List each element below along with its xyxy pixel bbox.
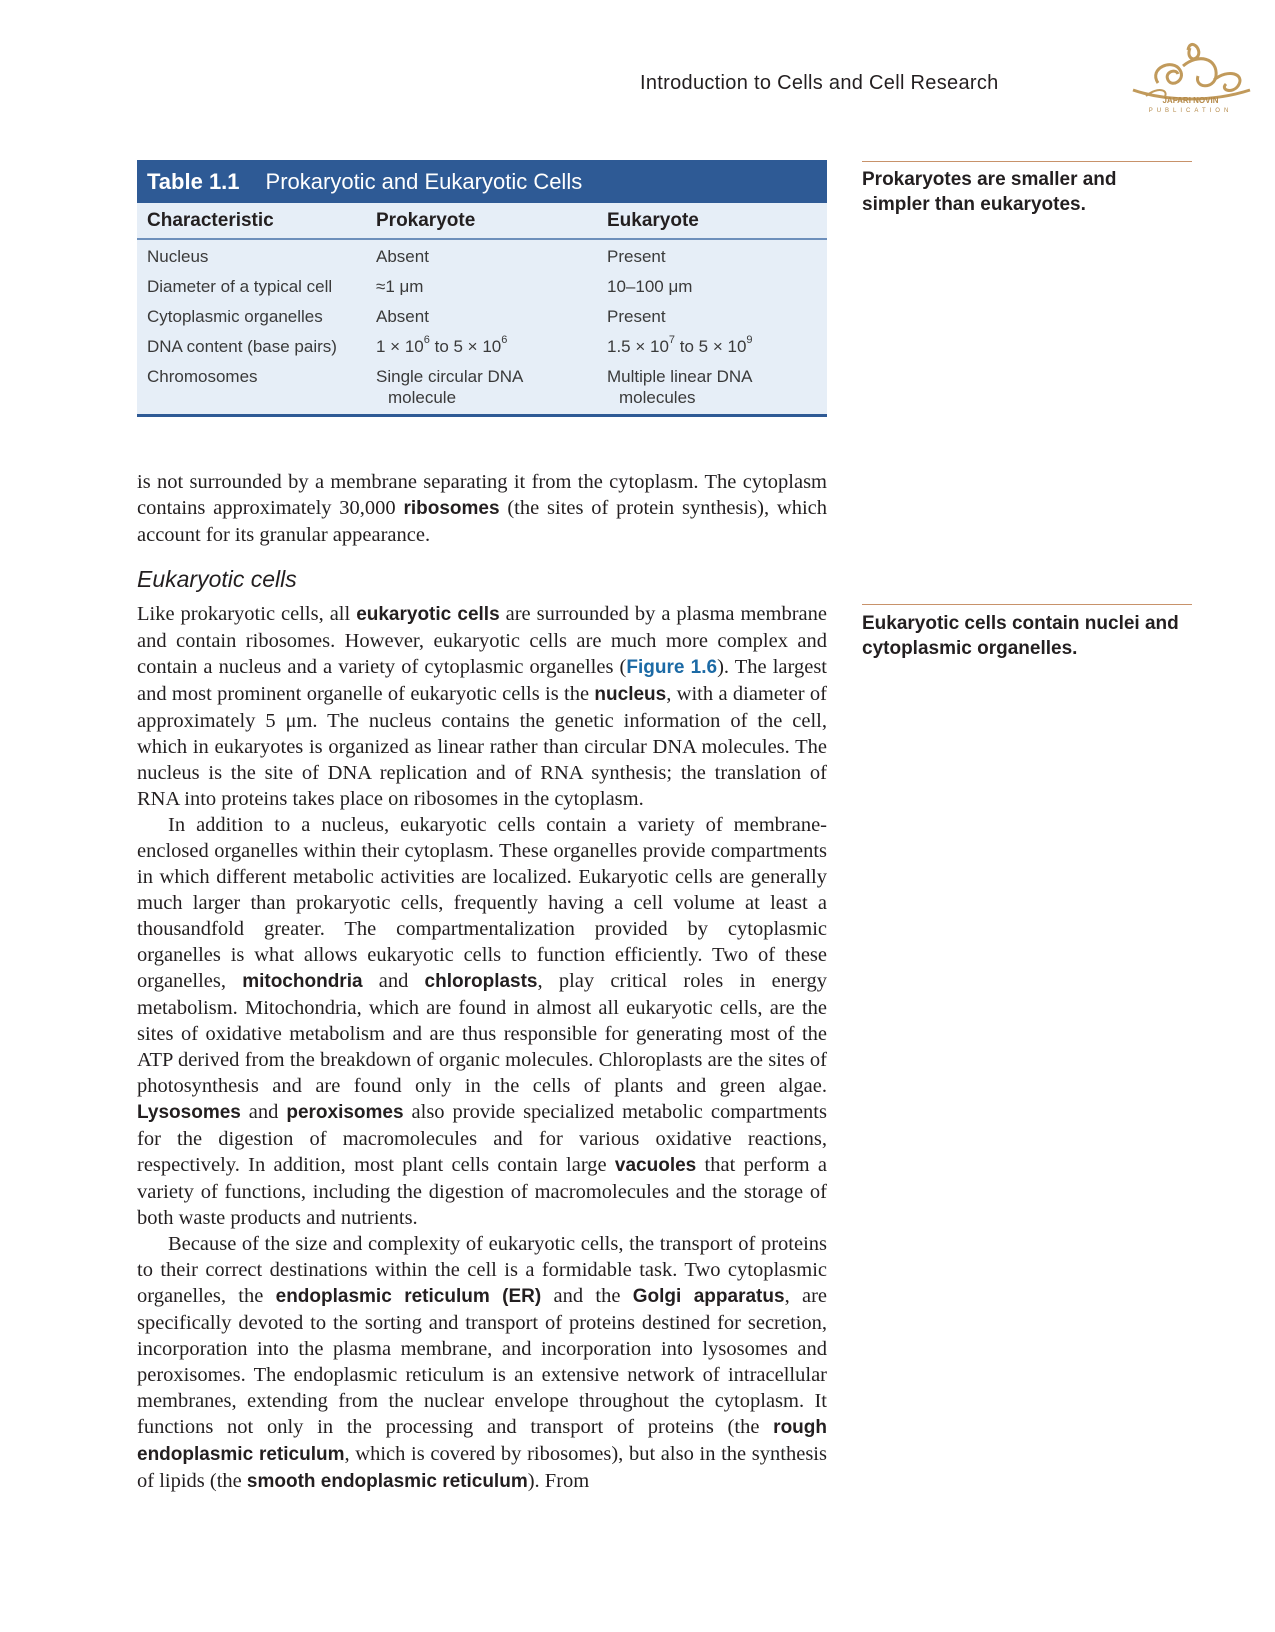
table-cell: Absent (376, 247, 429, 266)
text-run: Like prokaryotic cells, all (137, 603, 357, 625)
body-text-top (137, 469, 827, 548)
table-cell: 10–100 μm (607, 277, 693, 296)
dna-euk-exp-a: 7 (668, 334, 676, 347)
text-run: and the (541, 1285, 633, 1307)
margin-note: Prokaryotes are smaller and simpler than eukaryotes. (862, 169, 1117, 215)
table-cell: Diameter of a typical cell (147, 277, 333, 296)
table-1-1 (137, 160, 827, 417)
table-cell (599, 336, 827, 357)
table-cell: Cytoplasmic organelles (147, 307, 323, 326)
table-title: Prokaryotic and Eukaryotic Cells (265, 168, 583, 194)
chrom-pro-line2: molecule (388, 388, 457, 407)
dna-euk-base: 1.5 × 10 (607, 337, 669, 356)
column-header: Eukaryote (607, 209, 699, 231)
table-cell (599, 366, 827, 408)
text-run: ). The largest and most prominent organelle of eukaryotic cells is the (137, 656, 827, 705)
chrom-euk-line1: Multiple linear DNA (607, 367, 753, 386)
figure-link[interactable]: Figure 1.6 (626, 657, 718, 678)
table-cell: Present (607, 247, 666, 266)
text-run: are surrounded by a plasma membrane and contain ribosomes. However, eukaryotic cells are much more complex and contain a nucleus and a variety of cytoplasmic organelles ( (137, 603, 827, 678)
table-cell (368, 366, 599, 408)
key-term: Lysosomes (137, 1102, 241, 1123)
key-term: vacuoles (614, 1155, 697, 1176)
table-row (137, 297, 827, 327)
dna-euk-mid: to 5 × 10 (675, 337, 747, 356)
paragraph (137, 1231, 827, 1495)
key-term: ribosomes (403, 498, 500, 519)
table-cell: DNA content (base pairs) (147, 337, 337, 356)
logo-subtext: PUBLICATION (1148, 108, 1233, 114)
table-row (137, 357, 827, 408)
paragraph (137, 601, 827, 812)
key-term: peroxisomes (286, 1102, 404, 1123)
table-header-row (137, 203, 827, 240)
margin-note: Eukaryotic cells contain nuclei and cytoplasmic organelles. (862, 613, 1179, 659)
text-run: , are specifically devoted to the sorting and transport of proteins destined for secretion, incorporation into the plasma membrane, and incorporation into lysosomes and peroxisomes. The endoplasmic reticulum is an extensive network of intracellular membranes, extending from the nuclear envelope throughout the cytoplasm. It functions not only in the processing and transport of proteins (the (137, 1285, 828, 1438)
text-run: ). From (527, 1470, 590, 1492)
dna-pro-base: 1 × 10 (376, 337, 424, 356)
text-run: (the sites of protein synthesis), which account for its granular appearance. (137, 497, 827, 546)
chrom-euk-line2: molecules (619, 388, 696, 407)
dna-pro-exp-a: 6 (423, 334, 430, 347)
key-term: mitochondria (242, 971, 363, 992)
dna-euk-exp-b: 9 (746, 334, 753, 347)
text-run: that perform a variety of functions, including the digestion of macromolecules and the storage of both waste products and nutrients. (137, 1154, 827, 1229)
table-cell: Nucleus (147, 247, 209, 266)
key-term: chloroplasts (424, 971, 538, 992)
table-row (137, 327, 827, 357)
table-cell: Absent (376, 307, 429, 326)
key-term: rough endoplasmic reticulum (137, 1417, 827, 1465)
column-header: Characteristic (147, 209, 274, 231)
margin-note-rule (862, 604, 1192, 605)
table-cell: Chromosomes (147, 367, 258, 386)
paragraph (137, 812, 827, 1231)
column-header: Prokaryote (376, 209, 476, 231)
text-run: , with a diameter of approximately 5 μm. The nucleus contains the genetic information of the cell, which in eukaryotes is organized as linear rather than circular DNA molecules. The nucleus is the site of DNA replication and of RNA synthesis; the translation of RNA into proteins takes place on ribosomes in the cytoplasm. (137, 683, 827, 810)
key-term: nucleus (594, 684, 667, 705)
text-run: and (362, 970, 425, 992)
text-run: Because of the size and complexity of eukaryotic cells, the transport of proteins to their correct destinations within the cell is a formidable task. Two cytoplasmic organelles, the (137, 1233, 827, 1307)
dna-pro-exp-b: 6 (501, 334, 508, 347)
logo-text: JAFARI NOVIN (1162, 96, 1219, 105)
key-term: smooth endoplasmic reticulum (246, 1471, 528, 1492)
text-run: also provide specialized metabolic compartments for the digestion of macromolecules and for various oxidative reactions, respectively. In addition, most plant cells contain large (137, 1101, 827, 1176)
paragraph (137, 469, 827, 548)
text-run: is not surrounded by a membrane separating it from the cytoplasm. The cytoplasm contains approximately 30,000 (137, 471, 827, 519)
table-row (137, 240, 827, 267)
table-cell: Present (607, 307, 666, 326)
table-number: Table 1.1 (147, 168, 240, 194)
table-cell (368, 336, 599, 357)
text-run: and (240, 1101, 287, 1123)
table-row (137, 267, 827, 297)
key-term: endoplasmic reticulum (ER) (275, 1286, 542, 1307)
section-heading: Eukaryotic cells (137, 566, 297, 592)
margin-note-rule (862, 161, 1192, 162)
text-run: In addition to a nucleus, eukaryotic cells contain a variety of membrane-enclosed organelles within their cytoplasm. These organelles provide compartments in which different metabolic activities are localized. Eukaryotic cells are generally much larger than prokaryotic cells, frequently having a cell volume at least a thousandfold greater. The compartmentalization provided by cytoplasmic organelles is what allows eukaryotic cells to function efficiently. Two of these organelles, (137, 814, 827, 992)
dna-pro-mid: to 5 × 10 (429, 337, 502, 356)
key-term: Golgi apparatus (632, 1286, 785, 1307)
body-text-main (137, 601, 827, 1495)
text-run: , which is covered by ribosomes), but also in the synthesis of lipids (the (137, 1443, 827, 1492)
chrom-pro-line1: Single circular DNA (376, 367, 524, 386)
table-title-bar (137, 160, 827, 203)
key-term: eukaryotic cells (356, 604, 500, 625)
text-run: , play critical roles in energy metabolism. Mitochondria, which are found in almost all eukaryotic cells, are the sites of oxidative metabolism and are thus responsible for generating most of the ATP derived from the breakdown of organic molecules. Chloroplasts are the sites of photosynthesis and are found only in the cells of plants and green algae. (137, 970, 827, 1097)
table-cell: ≈1 μm (376, 277, 424, 296)
running-head: Introduction to Cells and Cell Research (640, 72, 999, 94)
publisher-logo-icon (1128, 28, 1253, 120)
